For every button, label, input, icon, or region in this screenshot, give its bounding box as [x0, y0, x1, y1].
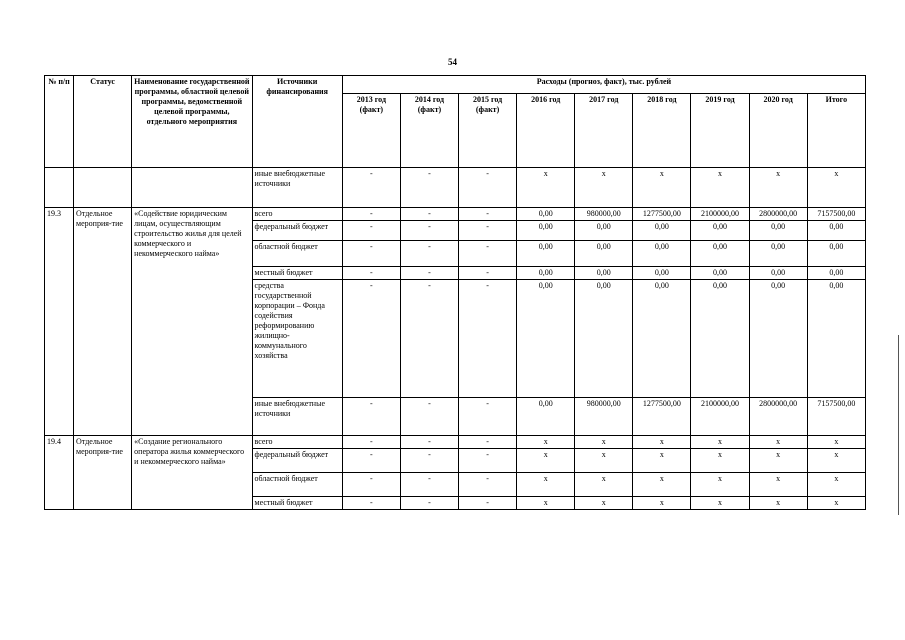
value-cell: х — [749, 497, 807, 510]
source-cell: местный бюджет — [252, 267, 342, 280]
value-cell: - — [342, 208, 400, 221]
value-cell: - — [459, 497, 517, 510]
value-cell: - — [342, 280, 400, 398]
value-cell: 0,00 — [807, 241, 865, 267]
value-cell: - — [459, 436, 517, 449]
value-cell: - — [459, 241, 517, 267]
value-cell: 0,00 — [633, 280, 691, 398]
value-cell: 2100000,00 — [691, 208, 749, 221]
value-cell: х — [575, 436, 633, 449]
value-cell: 0,00 — [633, 241, 691, 267]
value-cell: - — [342, 398, 400, 436]
value-cell: 1277500,00 — [633, 208, 691, 221]
table-row — [45, 436, 866, 449]
value-cell: х — [749, 168, 807, 208]
header-year: 2013 год (факт) — [342, 94, 400, 168]
value-cell: - — [400, 436, 458, 449]
header-name: Наименование государственной программы, областной целевой программы, ведомственной целевой программы, отдельного мероприятия — [132, 76, 252, 168]
value-cell: х — [749, 436, 807, 449]
value-cell: - — [400, 497, 458, 510]
header-year: 2017 год — [575, 94, 633, 168]
value-cell: х — [575, 449, 633, 473]
value-cell: х — [517, 449, 575, 473]
value-cell: - — [400, 221, 458, 241]
value-cell: - — [400, 168, 458, 208]
header-year: 2016 год — [517, 94, 575, 168]
value-cell: - — [342, 449, 400, 473]
value-cell: - — [400, 267, 458, 280]
source-cell: иные внебюджетные источники — [252, 398, 342, 436]
value-cell: 1277500,00 — [633, 398, 691, 436]
value-cell: х — [633, 497, 691, 510]
item-name: «Содействие юридическим лицам, осуществляющим строительство жилья для целей коммерческого и некоммерческого найма» — [132, 208, 252, 436]
status-cell-empty — [74, 168, 132, 208]
value-cell: - — [459, 280, 517, 398]
value-cell: - — [400, 398, 458, 436]
value-cell: 0,00 — [749, 241, 807, 267]
source-cell: местный бюджет — [252, 497, 342, 510]
item-status: Отдельное мероприя-тие — [74, 208, 132, 436]
value-cell: 0,00 — [575, 221, 633, 241]
value-cell: 2100000,00 — [691, 398, 749, 436]
value-cell: - — [459, 221, 517, 241]
value-cell: - — [342, 168, 400, 208]
header-year: 2020 год — [749, 94, 807, 168]
page-number: 54 — [448, 57, 457, 67]
value-cell: - — [342, 473, 400, 497]
value-cell: 0,00 — [807, 221, 865, 241]
value-cell: - — [400, 473, 458, 497]
value-cell: 980000,00 — [575, 208, 633, 221]
table-row — [45, 208, 866, 221]
header-year: 2019 год — [691, 94, 749, 168]
value-cell: 7157500,00 — [807, 208, 865, 221]
source-cell: федеральный бюджет — [252, 449, 342, 473]
value-cell: х — [633, 168, 691, 208]
value-cell: 0,00 — [517, 398, 575, 436]
value-cell: х — [575, 168, 633, 208]
header-sources: Источники финансирования — [252, 76, 342, 168]
value-cell: 0,00 — [691, 221, 749, 241]
header-year: 2018 год — [633, 94, 691, 168]
expenses-table — [44, 75, 866, 510]
value-cell: х — [633, 436, 691, 449]
value-cell: 0,00 — [749, 267, 807, 280]
value-cell: 0,00 — [517, 267, 575, 280]
header-year: 2014 год (факт) — [400, 94, 458, 168]
value-cell: 2800000,00 — [749, 398, 807, 436]
value-cell: 0,00 — [517, 221, 575, 241]
value-cell: 0,00 — [517, 208, 575, 221]
value-cell: 2800000,00 — [749, 208, 807, 221]
value-cell: 0,00 — [575, 267, 633, 280]
header-year: Итого — [807, 94, 865, 168]
source-cell: иные внебюджетные источники — [252, 168, 342, 208]
value-cell: х — [575, 497, 633, 510]
header-status: Статус — [74, 76, 132, 168]
header-num: № п/п — [45, 76, 74, 168]
value-cell: 0,00 — [691, 267, 749, 280]
value-cell: 0,00 — [633, 221, 691, 241]
num-cell-empty — [45, 168, 74, 208]
table-row — [45, 168, 866, 208]
value-cell: х — [517, 436, 575, 449]
value-cell: 0,00 — [517, 241, 575, 267]
source-cell: всего — [252, 208, 342, 221]
value-cell: 0,00 — [749, 221, 807, 241]
value-cell: 7157500,00 — [807, 398, 865, 436]
value-cell: х — [691, 168, 749, 208]
value-cell: 0,00 — [691, 241, 749, 267]
value-cell: 980000,00 — [575, 398, 633, 436]
item-number: 19.4 — [45, 436, 74, 510]
value-cell: х — [807, 436, 865, 449]
value-cell: 0,00 — [749, 280, 807, 398]
item-status: Отдельное мероприя-тие — [74, 436, 132, 510]
value-cell: - — [459, 449, 517, 473]
value-cell: х — [575, 473, 633, 497]
value-cell: - — [459, 168, 517, 208]
value-cell: - — [400, 449, 458, 473]
value-cell: - — [400, 208, 458, 221]
value-cell: - — [342, 241, 400, 267]
value-cell: 0,00 — [517, 280, 575, 398]
value-cell: х — [807, 168, 865, 208]
value-cell: - — [342, 267, 400, 280]
value-cell: х — [691, 497, 749, 510]
value-cell: 0,00 — [807, 267, 865, 280]
value-cell: 0,00 — [633, 267, 691, 280]
value-cell: х — [749, 449, 807, 473]
header-year: 2015 год (факт) — [459, 94, 517, 168]
scan-edge-line — [898, 335, 899, 515]
value-cell: - — [342, 436, 400, 449]
value-cell: 0,00 — [575, 280, 633, 398]
value-cell: - — [342, 497, 400, 510]
value-cell: х — [517, 168, 575, 208]
value-cell: х — [807, 449, 865, 473]
item-number: 19.3 — [45, 208, 74, 436]
value-cell: - — [459, 267, 517, 280]
source-cell: средства государственной корпорации – Фонда содействия реформированию жилищно-коммунального хозяйства — [252, 280, 342, 398]
source-cell: федеральный бюджет — [252, 221, 342, 241]
value-cell: - — [342, 221, 400, 241]
value-cell: - — [400, 241, 458, 267]
value-cell: х — [749, 473, 807, 497]
value-cell: х — [517, 497, 575, 510]
value-cell: - — [400, 280, 458, 398]
header-expenses: Расходы (прогноз, факт), тыс. рублей — [342, 76, 865, 94]
item-name: «Создание регионального оператора жилья коммерческого и некоммерческого найма» — [132, 436, 252, 510]
value-cell: - — [459, 208, 517, 221]
value-cell: х — [691, 473, 749, 497]
name-cell-empty — [132, 168, 252, 208]
value-cell: х — [517, 473, 575, 497]
value-cell: - — [459, 398, 517, 436]
source-cell: областной бюджет — [252, 473, 342, 497]
value-cell: х — [691, 449, 749, 473]
value-cell: 0,00 — [575, 241, 633, 267]
value-cell: х — [633, 449, 691, 473]
value-cell: х — [633, 473, 691, 497]
source-cell: всего — [252, 436, 342, 449]
value-cell: - — [459, 473, 517, 497]
value-cell: х — [807, 473, 865, 497]
source-cell: областной бюджет — [252, 241, 342, 267]
value-cell: 0,00 — [691, 280, 749, 398]
value-cell: х — [691, 436, 749, 449]
value-cell: х — [807, 497, 865, 510]
value-cell: 0,00 — [807, 280, 865, 398]
